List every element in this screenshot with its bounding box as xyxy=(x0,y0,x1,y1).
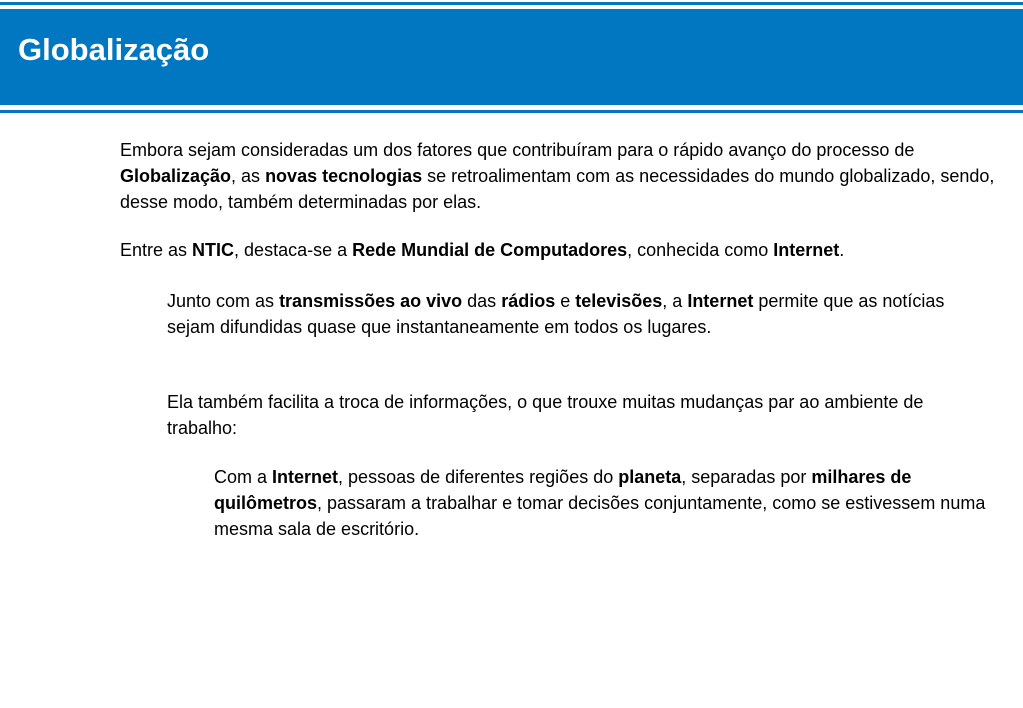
text-run: se retroalimentam com as necessidades do mundo globalizado, sendo, desse modo, também determinadas por elas. xyxy=(120,166,995,212)
bold-term: televisões xyxy=(575,291,663,311)
bold-term: Internet xyxy=(272,467,339,487)
text-run: Junto com as xyxy=(167,291,280,311)
text-run: , a xyxy=(662,291,688,311)
bold-term: novas tecnologias xyxy=(265,166,423,186)
paragraph-remote-collaboration xyxy=(214,464,1004,542)
text-run: permite que as notícias sejam difundidas quase que instantaneamente em todos os lugares. xyxy=(167,291,945,337)
text-run: Ela também facilita a troca de informações, o que trouxe muitas mudanças par ao ambiente de trabalho: xyxy=(167,392,924,438)
paragraph-news-broadcast xyxy=(167,288,997,340)
slide-title: Globalização xyxy=(18,32,210,67)
header-bottom-rule xyxy=(0,110,1023,113)
text-run: , passaram a trabalhar e tomar decisões conjuntamente, como se estivessem numa mesma sala de escritório. xyxy=(214,493,986,539)
bold-term: Rede Mundial de Computadores xyxy=(352,240,628,260)
text-run: . xyxy=(839,240,845,260)
text-run: Entre as xyxy=(120,240,193,260)
bold-term: planeta xyxy=(618,467,682,487)
text-run: , conhecida como xyxy=(627,240,774,260)
bold-term: rádios xyxy=(501,291,556,311)
bold-term: transmissões ao vivo xyxy=(279,291,463,311)
text-run: Embora sejam consideradas um dos fatores que contribuíram para o rápido avanço do processo de xyxy=(120,140,915,160)
text-run: , separadas por xyxy=(681,467,812,487)
text-run: Com a xyxy=(214,467,273,487)
header-top-rule xyxy=(0,2,1023,5)
bold-term: Internet xyxy=(773,240,840,260)
bold-term: Globalização xyxy=(120,166,232,186)
title-bar xyxy=(0,9,1023,105)
paragraph-ntic-internet xyxy=(120,237,1000,263)
bold-term: Internet xyxy=(687,291,754,311)
paragraph-globalization-intro xyxy=(120,137,1000,215)
text-run: , pessoas de diferentes regiões do xyxy=(338,467,619,487)
paragraph-work-exchange xyxy=(167,389,997,441)
bold-term: NTIC xyxy=(192,240,235,260)
text-run: , as xyxy=(231,166,266,186)
text-run: das xyxy=(462,291,502,311)
text-run: , destaca-se a xyxy=(234,240,353,260)
text-run: e xyxy=(555,291,576,311)
bold-term: milhares de quilômetros xyxy=(214,467,912,513)
